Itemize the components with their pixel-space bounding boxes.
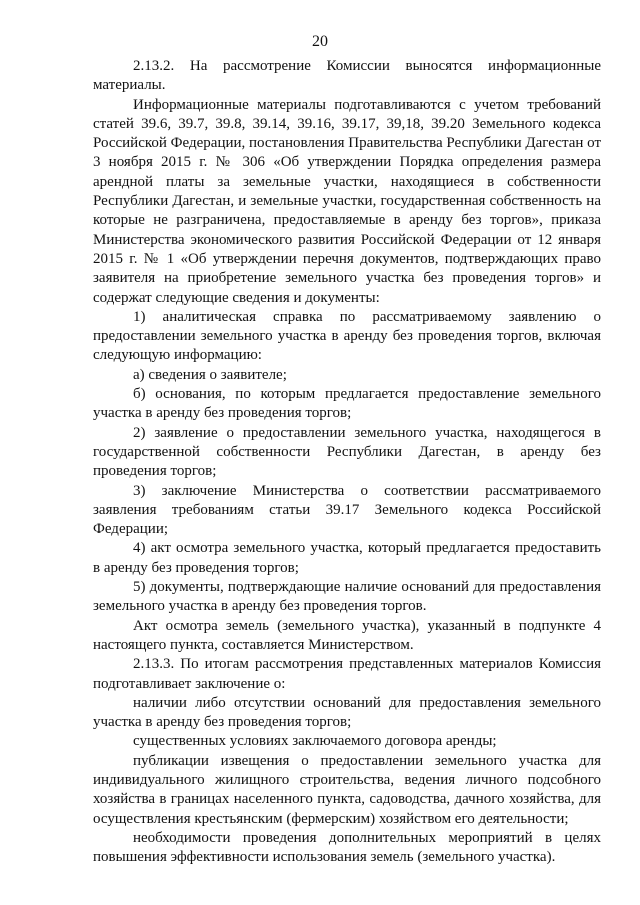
paragraph: 2.13.2. На рассмотрение Комиссии выносятся информационные материалы. xyxy=(93,58,601,94)
paragraph: 1) аналитическая справка по рассматриваемому заявлению о предоставлении земельного участка в аренду без проведения торгов, включая следующую информацию: xyxy=(93,308,601,364)
paragraph: публикации извещения о предоставлении земельного участка для индивидуального жилищного строительства, ведения личного подсобного хозяйства в границах населенного пункта, садоводства, дачного хозяйства, для осуществления крестьянским (фермерским) хозяйством его деятельности; xyxy=(93,752,601,827)
paragraph: 3) заключение Министерства о соответствии рассматриваемого заявления требованиям статьи 39.17 Земельного кодекса Российской Федерации; xyxy=(93,482,601,538)
paragraph: а) сведения о заявителе; xyxy=(133,366,287,383)
paragraph: 4) акт осмотра земельного участка, который предлагается предоставить в аренду без проведения торгов; xyxy=(93,540,601,576)
paragraph: 2.13.3. По итогам рассмотрения представленных материалов Комиссия подготавливает заключение о: xyxy=(93,656,601,692)
paragraph: 5) документы, подтверждающие наличие оснований для предоставления земельного участка в аренду без проведения торгов. xyxy=(93,579,601,615)
paragraph: б) основания, по которым предлагается предоставление земельного участка в аренду без проведения торгов; xyxy=(93,386,601,422)
paragraph: необходимости проведения дополнительных мероприятий в целях повышения эффективности использования земель (земельного участка). xyxy=(93,829,601,866)
paragraph: 2) заявление о предоставлении земельного участка, находящегося в государственной собственности Республики Дагестан, в аренду без проведения торгов; xyxy=(93,424,601,480)
paragraph: Акт осмотра земель (земельного участка), указанный в подпункте 4 настоящего пункта, составляется Министерством. xyxy=(93,617,601,653)
body-text xyxy=(93,57,601,867)
page-number: 20 xyxy=(312,33,328,50)
paragraph: Информационные материалы подготавливаются с учетом требований статей 39.6, 39.7, 39.8, 39.14, 39.16, 39.17, 39,18, 39.20 Земельного кодекса Российской Федерации, постановления Правительства Республики Дагестан от 3 ноября 2015 г. № 306 «Об утверждении Порядка определения размера арендной платы за земельные участки, находящиеся в собственности Республики Дагестан, и земельные участки, государственная собственность на которые не разграничена, предоставляемые в аренду без торгов», приказа Министерства экономического развития Российской Федерации от 12 января 2015 г. № 1 «Об утверждении перечня документов, подтверждающих право заявителя на приобретение земельного участка без проведения торгов» и содержат следующие сведения и документы: xyxy=(93,96,601,306)
paragraph: существенных условиях заключаемого договора аренды; xyxy=(133,733,497,750)
paragraph: наличии либо отсутствии оснований для предоставления земельного участка в аренду без проведения торгов; xyxy=(93,694,601,731)
